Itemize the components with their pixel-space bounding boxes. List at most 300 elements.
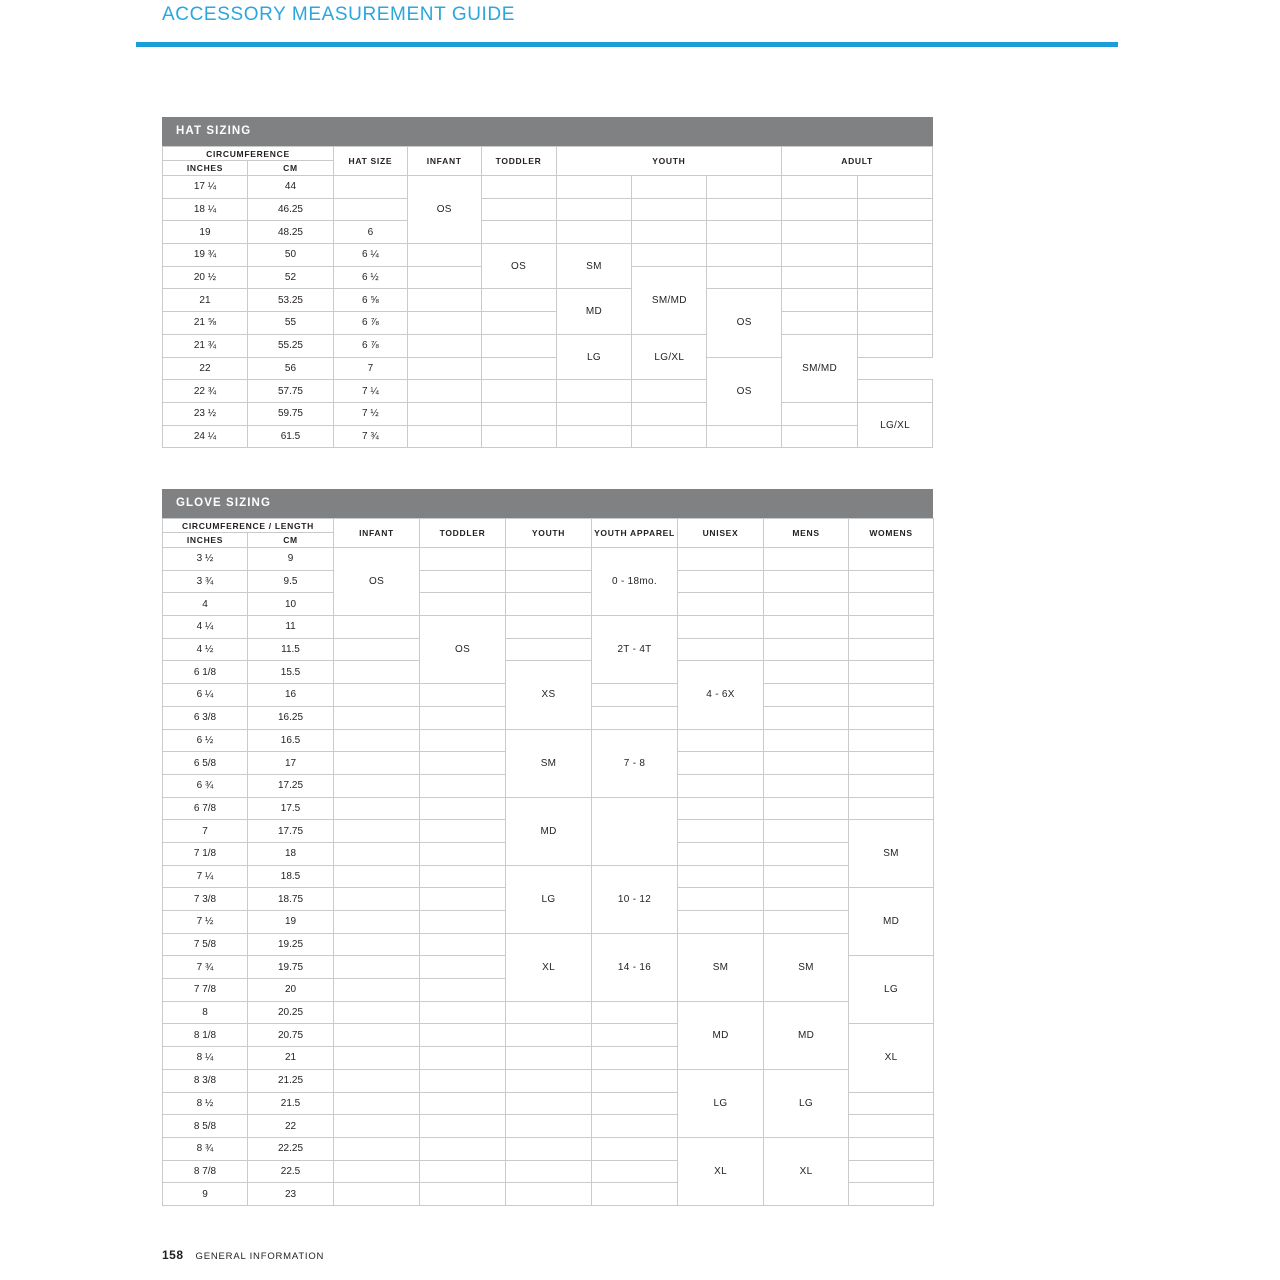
hat-size: 6 ¼ [333,244,407,267]
glove-youth-cell [506,548,592,571]
glove-unisex-cell [678,888,764,911]
hat-youth-c3 [858,380,933,403]
glove-inches: 6 ¼ [163,684,248,707]
hat-cm: 48.25 [247,221,333,244]
hat-header-hat-size: HAT SIZE [333,147,407,176]
glove-cm: 22 [248,1115,334,1138]
table-row [163,548,934,571]
glove-sizing-block [162,489,933,1206]
glove-infant-cell [334,820,420,843]
hat-infant-cell [407,357,481,380]
glove-mens-md: MD [764,1001,849,1069]
table-row [163,221,933,244]
glove-womens-cell [849,774,934,797]
glove-youth-cell [506,1001,592,1024]
glove-header-mens: MENS [764,519,849,548]
glove-apparel-cell [592,1137,678,1160]
glove-youth-cell [506,1137,592,1160]
glove-unisex-cell [678,729,764,752]
glove-apparel-14-16: 14 - 16 [592,933,678,1001]
hat-adult-c2 [858,244,933,267]
glove-womens-cell [849,616,934,639]
glove-header-circumference: CIRCUMFERENCE / LENGTH [163,519,334,533]
hat-infant-cell [407,380,481,403]
glove-mens-cell [764,548,849,571]
glove-unisex-xl: XL [678,1137,764,1205]
glove-infant-cell [334,661,420,684]
hat-adult-c2 [858,221,933,244]
hat-youth-c2 [632,176,707,199]
hat-youth-c1 [556,198,632,221]
glove-cm: 16.5 [248,729,334,752]
hat-cm: 56 [247,357,333,380]
glove-infant-cell [334,933,420,956]
hat-adult-c2 [858,289,933,312]
table-row [163,1069,934,1092]
glove-inches: 7 7/8 [163,979,248,1002]
hat-youth-c2 [632,425,707,448]
table-row [163,312,933,335]
glove-inches: 7 3/8 [163,888,248,911]
glove-header-cm: CM [248,533,334,548]
hat-youth-c1 [556,402,632,425]
hat-youth-smmd: SM/MD [632,266,707,334]
glove-header-youth-apparel: YOUTH APPAREL [592,519,678,548]
glove-toddler-cell [420,888,506,911]
glove-mens-cell [764,616,849,639]
hat-inches: 22 [163,357,248,380]
hat-youth-c3 [707,425,782,448]
glove-toddler-cell [420,1160,506,1183]
hat-cm: 55.25 [247,334,333,357]
glove-infant-cell [334,1069,420,1092]
glove-cm: 18.5 [248,865,334,888]
glove-unisex-cell [678,797,764,820]
glove-apparel-cell [592,1069,678,1092]
glove-mens-cell [764,706,849,729]
glove-unisex-cell [678,774,764,797]
glove-mens-cell [764,820,849,843]
hat-size: 7 ¾ [333,425,407,448]
hat-toddler-os: OS [481,244,556,289]
hat-sizing-block [162,117,933,448]
glove-cm: 16.25 [248,706,334,729]
hat-size: 6 ⅝ [333,289,407,312]
glove-infant-cell [334,1092,420,1115]
glove-inches: 4 ½ [163,638,248,661]
table-row [163,1137,934,1160]
glove-inches: 8 [163,1001,248,1024]
glove-mens-sm: SM [764,933,849,1001]
hat-adult-c2 [858,266,933,289]
glove-womens-xl: XL [849,1024,934,1092]
glove-cm: 17.5 [248,797,334,820]
hat-size: 6 ⅞ [333,312,407,335]
hat-size [333,176,407,199]
hat-header-infant: INFANT [407,147,481,176]
glove-mens-cell [764,842,849,865]
glove-cm: 20.75 [248,1024,334,1047]
hat-infant-cell [407,334,481,357]
glove-unisex-cell [592,706,678,729]
glove-infant-cell [334,911,420,934]
table-row [163,1001,934,1024]
glove-womens-cell [849,706,934,729]
glove-toddler-cell [420,1137,506,1160]
glove-mens-cell [764,593,849,616]
glove-toddler-cell [420,820,506,843]
glove-youth-cell [506,593,592,616]
glove-cm: 17 [248,752,334,775]
glove-cm: 20 [248,979,334,1002]
hat-size: 6 [333,221,407,244]
table-row [163,176,933,199]
glove-womens-cell [849,1115,934,1138]
glove-cm: 16 [248,684,334,707]
glove-infant-cell [334,956,420,979]
hat-inches: 18 ¼ [163,198,248,221]
glove-toddler-cell [420,933,506,956]
glove-mens-cell [764,752,849,775]
glove-youth-cell [506,638,592,661]
hat-youth-c3 [782,402,858,425]
glove-inches: 8 7/8 [163,1160,248,1183]
glove-cm: 9.5 [248,570,334,593]
glove-infant-os: OS [334,548,420,616]
hat-header-toddler: TODDLER [481,147,556,176]
hat-inches: 20 ½ [163,266,248,289]
glove-unisex-cell [678,548,764,571]
glove-unisex-md: MD [678,1001,764,1069]
glove-youth-cell [506,1092,592,1115]
glove-unisex-lg: LG [678,1069,764,1137]
glove-toddler-cell [420,1001,506,1024]
glove-cm: 21.5 [248,1092,334,1115]
glove-inches: 7 5/8 [163,933,248,956]
glove-youth-cell [506,570,592,593]
hat-toddler-cell [481,198,556,221]
hat-toddler-cell [481,380,556,403]
glove-header-infant: INFANT [334,519,420,548]
hat-header-youth: YOUTH [556,147,782,176]
glove-unisex-cell [592,684,678,707]
glove-infant-cell [334,752,420,775]
glove-infant-cell [334,1001,420,1024]
hat-adult-c1 [782,266,858,289]
hat-inches: 19 [163,221,248,244]
table-row [163,865,934,888]
hat-adult-c1 [782,176,858,199]
hat-youth-lgxl: LG/XL [632,334,707,379]
glove-toddler-cell [420,729,506,752]
glove-womens-md: MD [849,888,934,956]
table-row [163,570,934,593]
glove-inches: 8 5/8 [163,1115,248,1138]
table-row [163,334,933,357]
glove-infant-cell [334,888,420,911]
table-row [163,729,934,752]
glove-youth-cell [506,1047,592,1070]
glove-apparel-7-8: 7 - 8 [592,729,678,797]
hat-inches: 24 ¼ [163,425,248,448]
glove-womens-cell [849,638,934,661]
glove-mens-cell [764,911,849,934]
hat-adult-smmd: SM/MD [782,334,858,402]
glove-header-inches: INCHES [163,533,248,548]
glove-table-body [163,548,934,1206]
glove-unisex-cell [678,616,764,639]
hat-adult-c1 [782,198,858,221]
glove-toddler-cell [420,1024,506,1047]
hat-cm: 50 [247,244,333,267]
hat-cm: 53.25 [247,289,333,312]
hat-toddler-cell [481,221,556,244]
glove-infant-cell [334,774,420,797]
glove-mens-cell [764,729,849,752]
glove-inches: 6 5/8 [163,752,248,775]
hat-adult-c2 [858,312,933,335]
glove-apparel-4-6x: 4 - 6X [678,661,764,729]
glove-mens-cell [764,865,849,888]
glove-inches: 3 ½ [163,548,248,571]
hat-cm: 44 [247,176,333,199]
glove-inches: 3 ¾ [163,570,248,593]
glove-apparel-cell [592,1092,678,1115]
glove-unisex-sm: SM [678,933,764,1001]
hat-inches: 21 ⅝ [163,312,248,335]
hat-inches: 23 ½ [163,402,248,425]
glove-inches: 8 3/8 [163,1069,248,1092]
table-row [163,661,934,684]
glove-sizing-table [162,518,934,1206]
glove-cm: 18.75 [248,888,334,911]
page-footer [162,1248,324,1262]
hat-header-inches: INCHES [163,161,248,176]
table-row [163,425,933,448]
hat-table-body [163,176,933,448]
glove-cm: 20.25 [248,1001,334,1024]
glove-toddler-cell [420,1183,506,1206]
hat-size [333,198,407,221]
glove-infant-cell [334,1115,420,1138]
hat-adult-c2 [858,334,933,357]
glove-inches: 7 1/8 [163,842,248,865]
glove-apparel-cell [592,1024,678,1047]
table-row [163,638,934,661]
glove-womens-cell [849,752,934,775]
glove-womens-cell [849,684,934,707]
hat-toddler-cell [481,334,556,357]
glove-womens-cell [849,729,934,752]
glove-cm: 19 [248,911,334,934]
glove-infant-cell [334,1160,420,1183]
hat-toddler-cell [481,312,556,335]
glove-infant-cell [334,797,420,820]
glove-toddler-cell [420,956,506,979]
glove-inches: 6 ¾ [163,774,248,797]
hat-adult-c1 [782,244,858,267]
hat-youth-c2 [632,198,707,221]
hat-youth-c3 [707,244,782,267]
hat-toddler-cell [481,176,556,199]
glove-infant-cell [334,865,420,888]
glove-toddler-cell [420,1069,506,1092]
glove-inches: 8 1/8 [163,1024,248,1047]
glove-cm: 18 [248,842,334,865]
glove-mens-cell [764,684,849,707]
hat-infant-cell [407,266,481,289]
glove-cm: 19.75 [248,956,334,979]
hat-youth-md: MD [556,289,632,334]
glove-toddler-cell [420,1047,506,1070]
hat-infant-cell [407,244,481,267]
glove-cm: 17.75 [248,820,334,843]
hat-inches: 17 ¼ [163,176,248,199]
hat-cm: 61.5 [247,425,333,448]
hat-size: 6 ½ [333,266,407,289]
glove-cm: 21.25 [248,1069,334,1092]
glove-apparel-2t-4t: 2T - 4T [592,616,678,684]
title-divider [136,42,1118,47]
glove-toddler-cell [420,752,506,775]
glove-unisex-cell [678,752,764,775]
glove-womens-sm: SM [849,820,934,888]
glove-infant-cell [334,1183,420,1206]
glove-infant-cell [334,684,420,707]
glove-cm: 19.25 [248,933,334,956]
glove-womens-lg: LG [849,956,934,1024]
hat-infant-cell [407,402,481,425]
glove-inches: 4 ¼ [163,616,248,639]
hat-size: 6 ⅞ [333,334,407,357]
glove-toddler-cell [420,593,506,616]
table-row [163,616,934,639]
glove-sizing-header: GLOVE SIZING [162,489,933,518]
glove-inches: 7 ¾ [163,956,248,979]
glove-inches: 6 3/8 [163,706,248,729]
glove-inches: 6 1/8 [163,661,248,684]
glove-apparel-10-12: 10 - 12 [592,865,678,933]
glove-toddler-cell [420,706,506,729]
table-row [163,593,934,616]
glove-mens-cell [764,797,849,820]
glove-cm: 9 [248,548,334,571]
glove-inches: 8 ¼ [163,1047,248,1070]
glove-unisex-cell [678,570,764,593]
glove-inches: 7 [163,820,248,843]
glove-apparel-cell [592,1160,678,1183]
glove-mens-cell [764,888,849,911]
glove-youth-xl: XL [506,933,592,1001]
hat-youth-c2 [632,402,707,425]
glove-cm: 10 [248,593,334,616]
glove-unisex-cell [678,865,764,888]
footer-page-number: 158 [162,1248,184,1262]
glove-toddler-cell [420,1092,506,1115]
hat-adult-c1 [782,221,858,244]
glove-youth-md: MD [506,797,592,865]
glove-infant-cell [334,979,420,1002]
glove-apparel-cell [592,1183,678,1206]
hat-inches: 21 ¾ [163,334,248,357]
glove-mens-cell [849,661,934,684]
hat-infant-os: OS [407,176,481,244]
glove-unisex-cell [678,593,764,616]
glove-youth-xs: XS [506,661,592,729]
hat-youth-lg: LG [556,334,632,379]
hat-header-adult: ADULT [782,147,933,176]
glove-header-unisex: UNISEX [678,519,764,548]
hat-youth-c3 [707,198,782,221]
hat-adult-c2 [858,198,933,221]
hat-youth-c2 [632,244,707,267]
glove-womens-cell [849,1092,934,1115]
hat-youth-c3 [707,221,782,244]
glove-youth-cell [506,1069,592,1092]
glove-infant-cell [334,706,420,729]
hat-cm: 46.25 [247,198,333,221]
glove-toddler-cell [420,774,506,797]
glove-mens-cell [764,774,849,797]
hat-infant-cell [407,289,481,312]
hat-size: 7 ¼ [333,380,407,403]
glove-unisex-cell [678,638,764,661]
hat-sizing-header: HAT SIZING [162,117,933,146]
glove-infant-cell [334,842,420,865]
glove-inches: 7 ½ [163,911,248,934]
hat-youth-os: OS [707,289,782,357]
page-title: ACCESSORY MEASUREMENT GUIDE [162,4,515,25]
glove-infant-cell [334,1024,420,1047]
glove-infant-cell [334,729,420,752]
hat-toddler-cell [481,402,556,425]
glove-cm: 22.25 [248,1137,334,1160]
hat-adult-c2 [858,176,933,199]
glove-youth-cell [506,1115,592,1138]
glove-youth-cell [506,1024,592,1047]
glove-womens-cell [849,1137,934,1160]
glove-inches: 9 [163,1183,248,1206]
glove-mens-cell [764,638,849,661]
hat-adult-c2 [782,425,858,448]
hat-youth-c3 [707,176,782,199]
glove-toddler-os: OS [420,616,506,684]
hat-adult-lgxl: LG/XL [858,402,933,447]
glove-infant-cell [334,1047,420,1070]
glove-inches: 4 [163,593,248,616]
hat-inches: 22 ¾ [163,380,248,403]
hat-youth-c1 [556,176,632,199]
hat-youth-c3 [707,266,782,289]
glove-cm: 22.5 [248,1160,334,1183]
glove-cm: 21 [248,1047,334,1070]
hat-toddler-cell [481,357,556,380]
hat-youth-c1 [556,221,632,244]
hat-header-cm: CM [247,161,333,176]
glove-unisex-cell [678,820,764,843]
hat-youth-c1 [556,380,632,403]
glove-toddler-cell [420,911,506,934]
table-row [163,402,933,425]
glove-toddler-cell [420,1115,506,1138]
glove-youth-cell [506,1183,592,1206]
hat-inches: 21 [163,289,248,312]
glove-unisex-cell [678,842,764,865]
hat-cm: 52 [247,266,333,289]
hat-adult-c1 [782,289,858,312]
glove-inches: 7 ¼ [163,865,248,888]
glove-infant-cell [334,638,420,661]
